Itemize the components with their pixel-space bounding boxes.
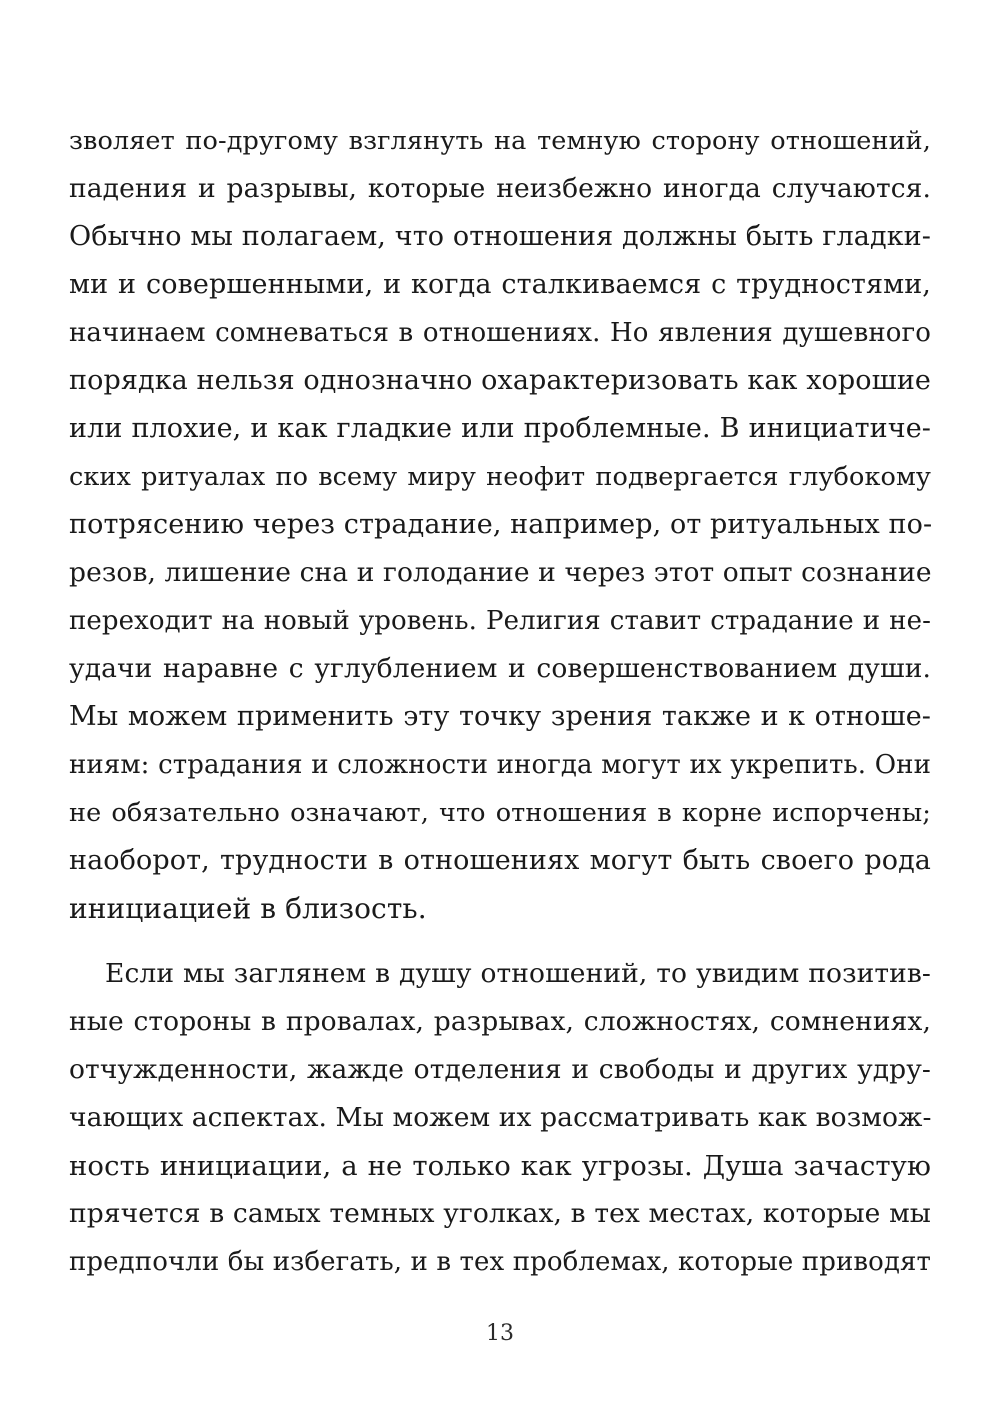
text-line: резов, лишение сна и голодание и через этот опыт сознание (69, 557, 932, 588)
page-number: 13 (486, 1321, 514, 1346)
text-line: Если мы заглянем в душу отношений, то увидим позитив- (105, 958, 931, 989)
text-line: наоборот, трудности в отношениях могут быть своего рода (69, 845, 931, 876)
body-text (69, 117, 931, 1286)
text-line: чающих аспектах. Мы можем их рассматривать как возмож- (69, 1102, 932, 1133)
text-line: ность инициации, а не только как угрозы. Душа зачастую (69, 1150, 931, 1182)
text-line: предпочли бы избегать, и в тех проблемах, которые приводят (69, 1247, 931, 1277)
paragraph-2 (69, 950, 931, 1286)
text-line: инициацией в близость. (69, 892, 427, 925)
text-line: Мы можем применить эту точку зрения также и к отноше- (69, 701, 931, 732)
text-line: начинаем сомневаться в отношениях. Но явления душевного (69, 318, 931, 348)
text-line: зволяет по-другому взглянуть на темную сторону отношений, (69, 126, 931, 156)
text-line: ниям: страдания и сложности иногда могут их укрепить. Они (69, 750, 931, 780)
text-line: порядка нельзя однозначно охарактеризовать как хорошие (69, 365, 932, 396)
text-line: прячется в самых темных уголках, в тех местах, которые мы (69, 1198, 931, 1229)
paragraph-gap (69, 933, 931, 950)
text-line: ные стороны в провалах, разрывах, сложностях, сомнениях, (69, 1006, 931, 1037)
text-line: ми и совершенными, и когда сталкиваемся с трудностями, (69, 269, 931, 300)
text-line: переходит на новый уровень. Религия ставит страдание и не- (69, 606, 931, 636)
text-line: отчужденности, жажде отделения и свободы и других удру- (69, 1054, 931, 1085)
text-line: потрясению через страдание, например, от ритуальных по- (69, 509, 933, 540)
text-line: Обычно мы полагаем, что отношения должны быть гладки- (69, 221, 931, 252)
text-line: падения и разрывы, которые неизбежно иногда случаются. (69, 173, 931, 204)
text-line: ских ритуалах по всему миру неофит подвергается глубокому (69, 462, 931, 492)
text-line: или плохие, и как гладкие или проблемные. В инициатиче- (69, 413, 931, 444)
text-line: не обязательно означают, что отношения в корне испорчены; (69, 798, 931, 828)
paragraph-1 (69, 117, 931, 933)
text-line: удачи наравне с углублением и совершенствованием души. (69, 653, 931, 684)
